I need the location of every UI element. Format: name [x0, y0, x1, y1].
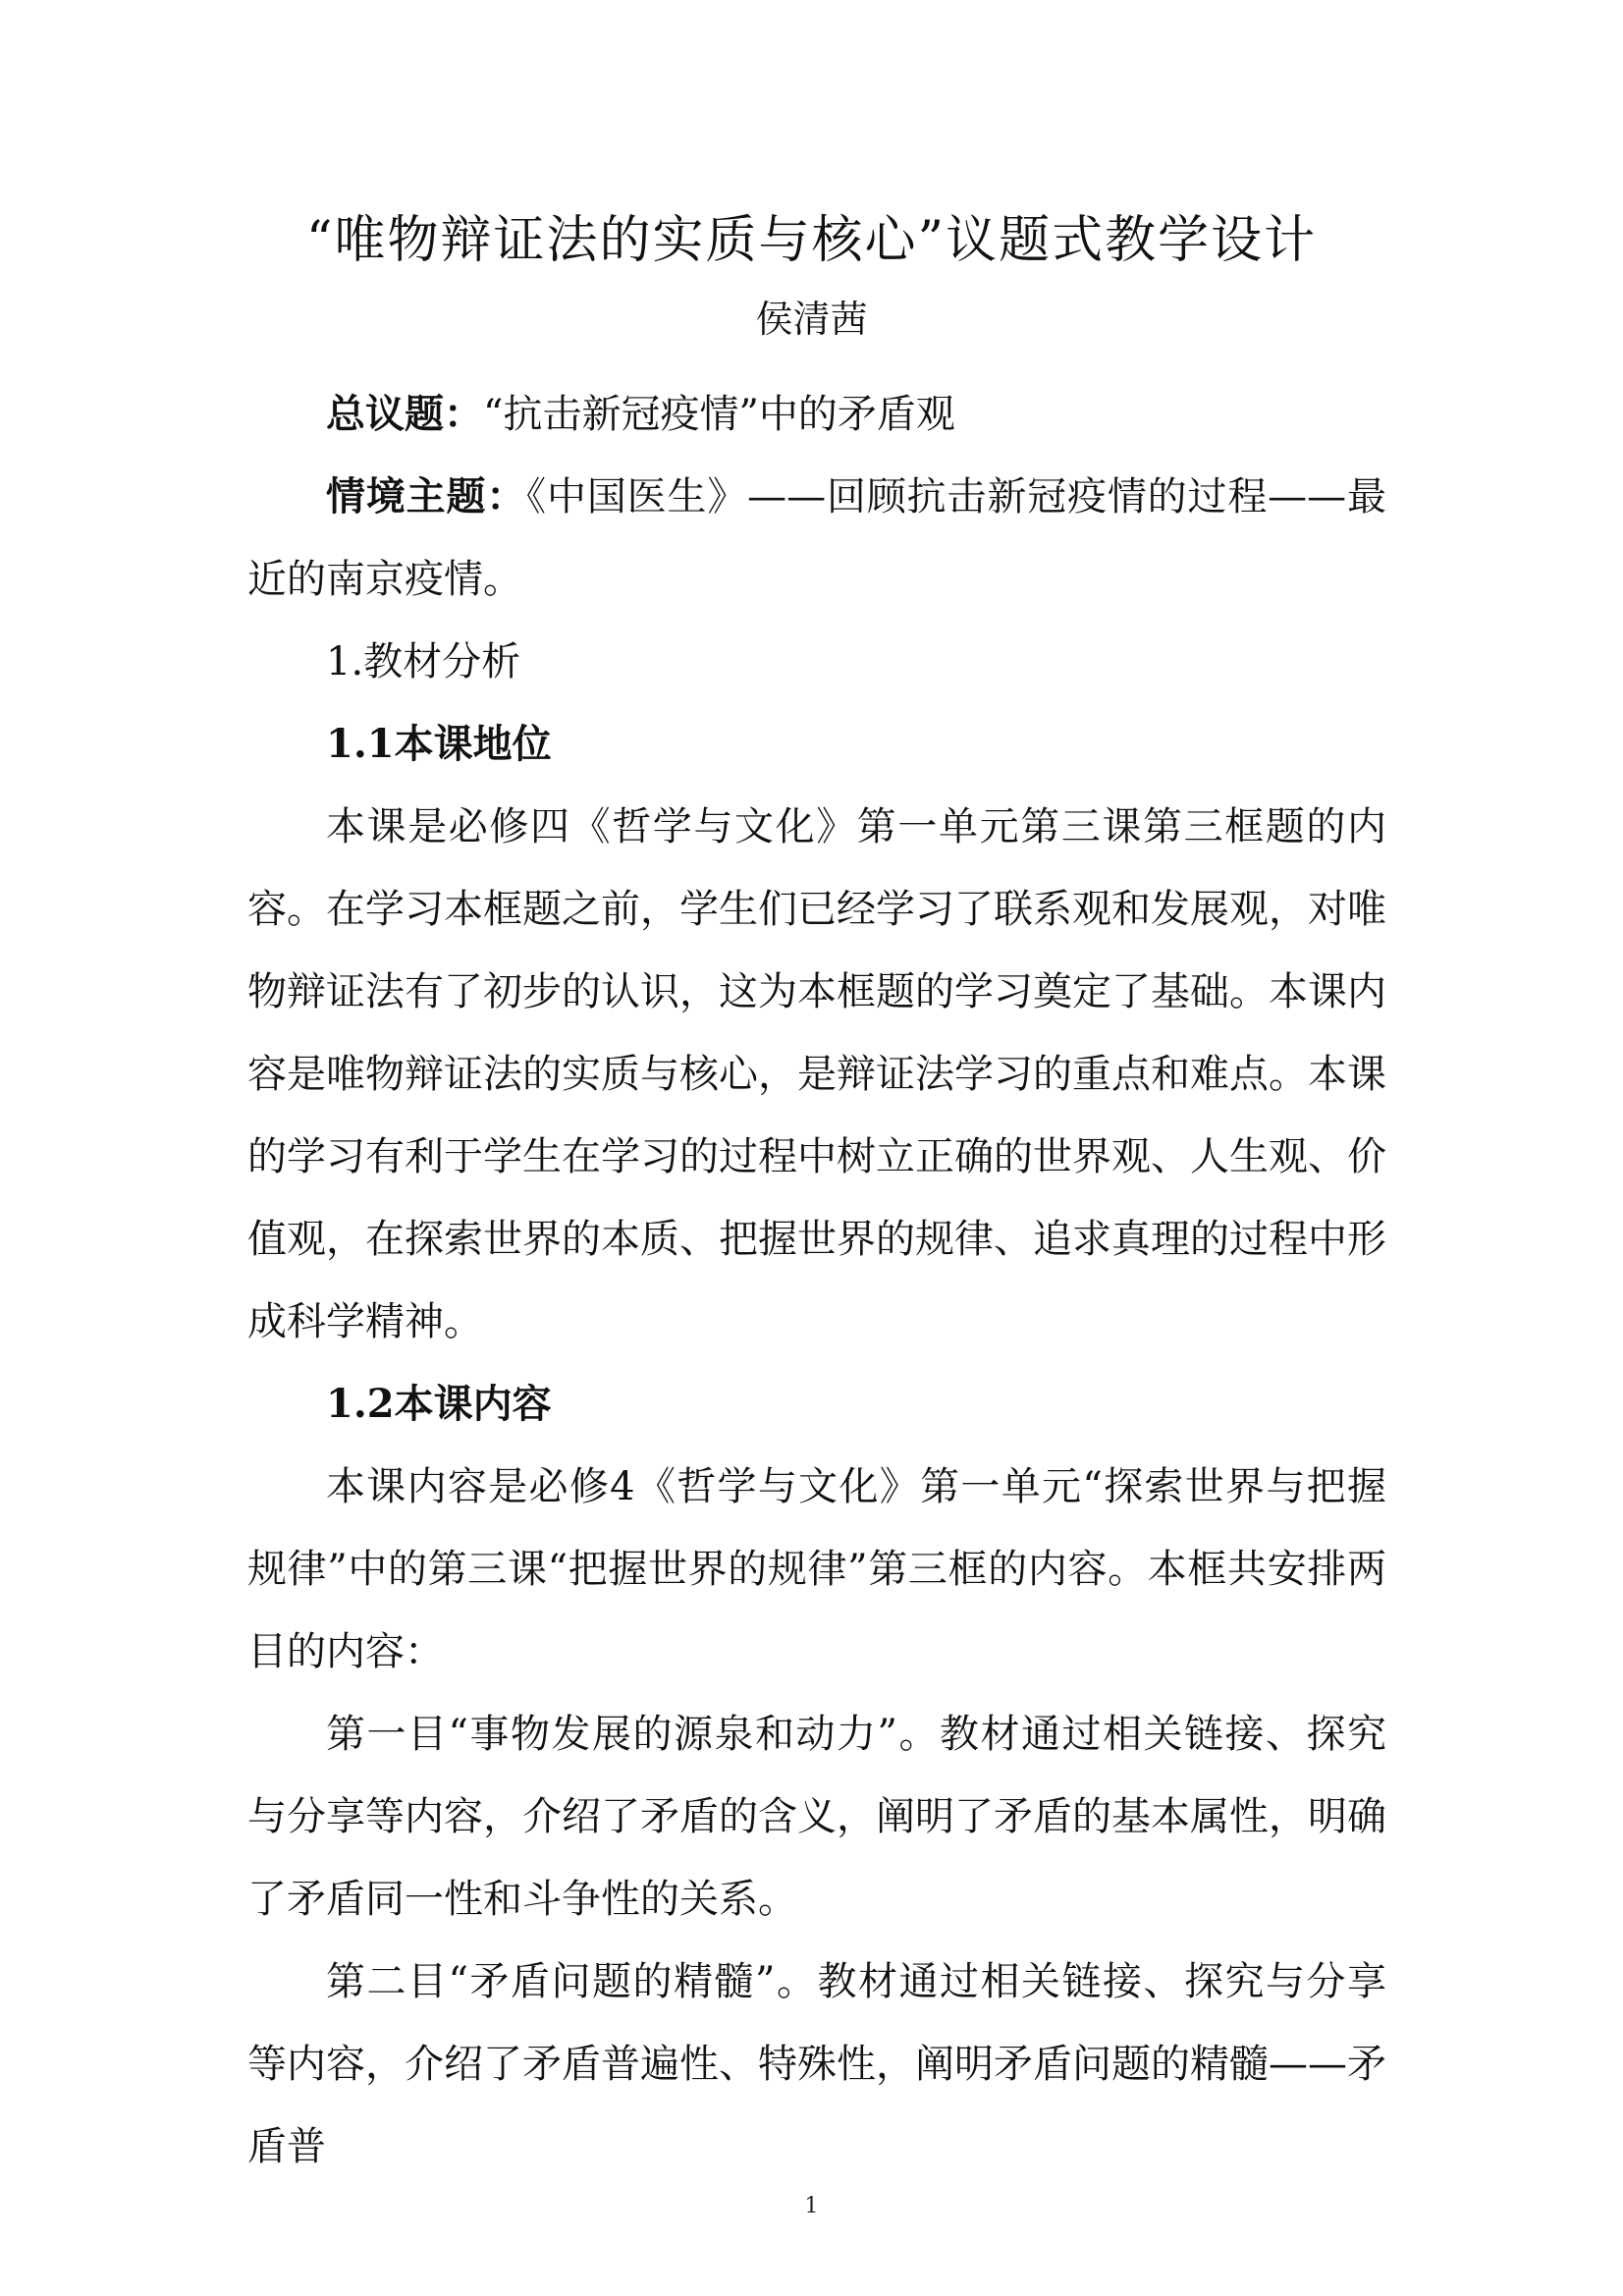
document-title: “唯物辩证法的实质与核心”议题式教学设计 [305, 211, 1318, 270]
overall-topic-line [247, 373, 1386, 456]
section-heading-1: 1.教材分析 [326, 639, 521, 684]
author-name: 侯清茜 [755, 298, 868, 341]
context-theme-label: 情境主题： [326, 473, 527, 519]
document-body [247, 373, 1386, 2188]
context-theme-text: 《中国医生》——回顾抗击新冠疫情的过程——最近的南京疫情。 [247, 474, 1387, 602]
overall-topic-text: “抗击新冠疫情”中的矛盾观 [483, 392, 955, 437]
paragraph-course-content: 本课内容是必修4《哲学与文化》第一单元“探索世界与把握规律”中的第三课“把握世界的规律”第三框的内容。本框共安排两目的内容： [247, 1464, 1386, 1674]
paragraph-first-item: 第一目“事物发展的源泉和动力”。教材通过相关链接、探究与分享等内容，介绍了矛盾的含义，阐明了矛盾的基本属性，明确了矛盾同一性和斗争性的关系。 [247, 1712, 1386, 1922]
paragraph-course-position: 本课是必修四《哲学与文化》第一单元第三课第三框题的内容。在学习本框题之前，学生们已经学习了联系观和发展观，对唯物辩证法有了初步的认识，这为本框题的学习奠定了基础。本课内容是唯物辩证法的实质与核心，是辩证法学习的重点和难点。本课的学习有利于学生在学习的过程中树立正确的世界观、人生观、价值观，在探索世界的本质、把握世界的规律、追求真理的过程中形成科学精神。 [247, 804, 1386, 1344]
paragraph-second-item: 第二目“矛盾问题的精髓”。教材通过相关链接、探究与分享等内容，介绍了矛盾普遍性、特殊性，阐明矛盾问题的精髓——矛盾普 [247, 1959, 1386, 2169]
context-theme-line [247, 456, 1386, 621]
section-heading-1-1: 1.1本课地位 [326, 721, 552, 767]
overall-topic-label: 总议题： [326, 391, 483, 437]
page-number: 1 [804, 2194, 819, 2218]
section-heading-1-2: 1.2本课内容 [326, 1381, 552, 1427]
